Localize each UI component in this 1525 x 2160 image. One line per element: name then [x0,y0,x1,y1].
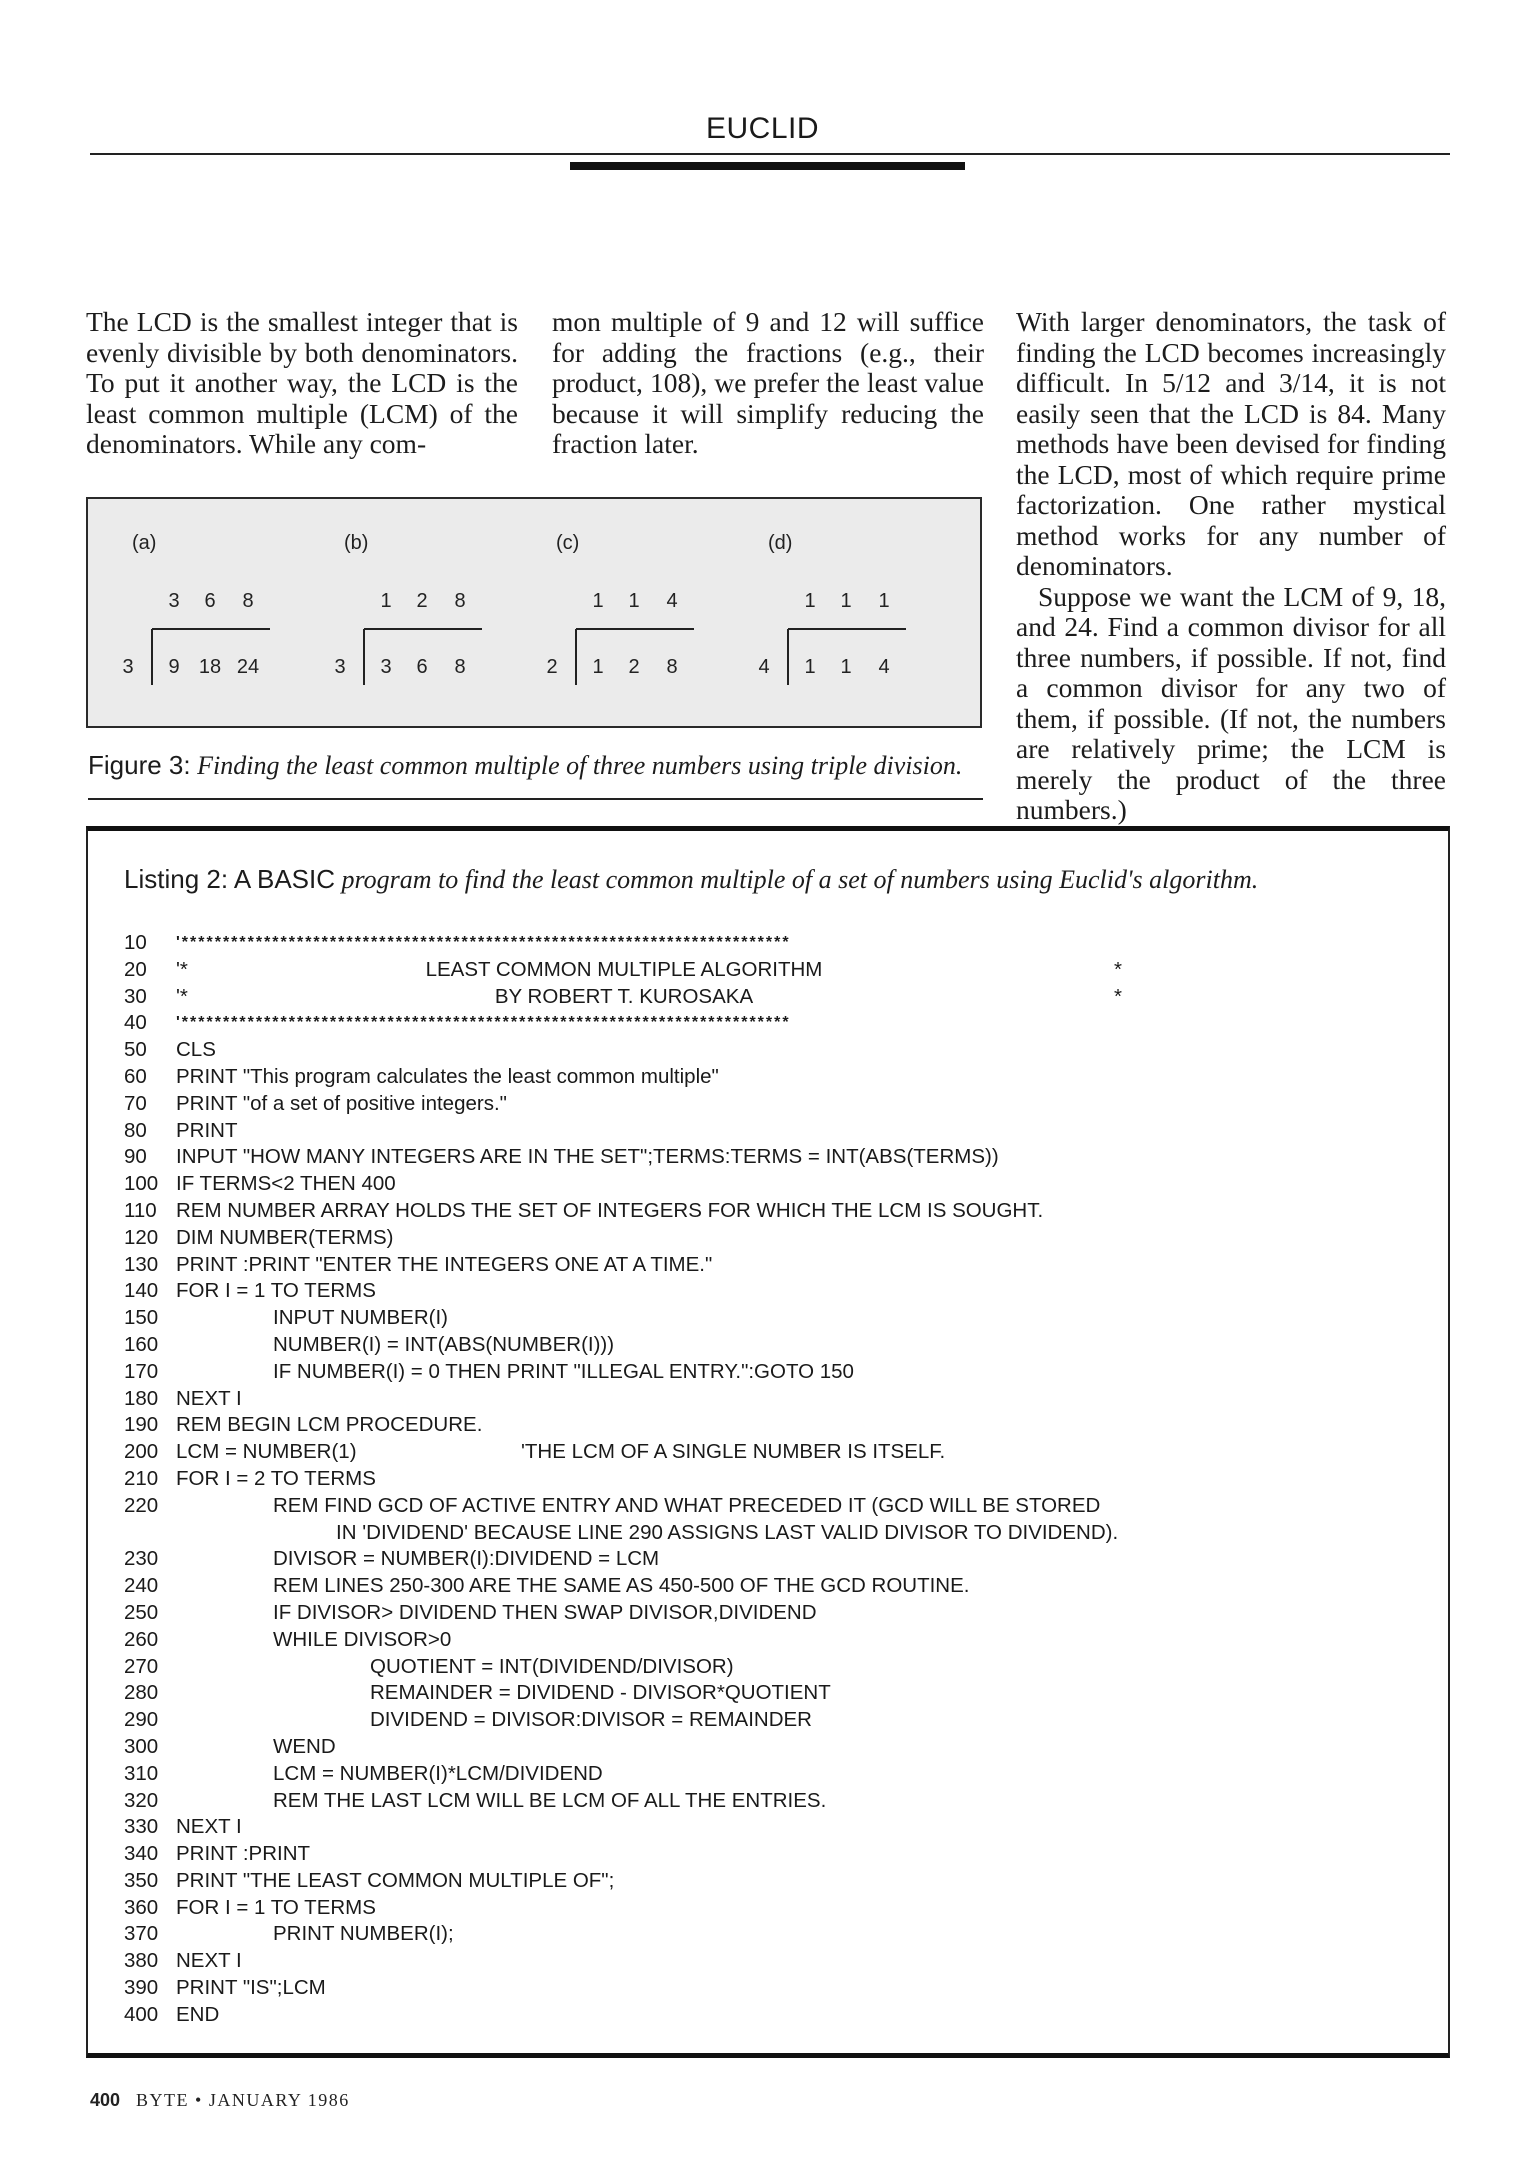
line-number: 90 [124,1145,147,1169]
line-number: 50 [124,1038,147,1062]
code-line [124,1305,1424,1332]
panel-label: (d) [768,532,793,554]
line-number: 200 [124,1440,159,1464]
code-line [124,1948,1424,1975]
panel-label: (c) [556,532,580,554]
divisor-digit: 4 [758,656,770,678]
code-line [124,1064,1424,1091]
line-number: 250 [124,1600,159,1624]
code-text: REM LINES 250-300 ARE THE SAME AS 450-500 OF THE GCD ROUTINE. [273,1574,970,1598]
line-number: 30 [124,984,147,1008]
code-text: WEND [273,1734,336,1758]
code-line [124,1439,1424,1466]
paragraph: With larger denominators, the task of finding the LCD becomes increasingly difficult. In 5/12 and 3/14, it is not easily seen that the LCD is 84. Many methods have been devised for finding the LCD, most of which require prime factorization. One rather mystical method works for any number of denominators. [1016,306,1446,581]
code-text: REM BEGIN LCM PROCEDURE. [176,1413,483,1437]
divisor-digit: 2 [546,656,558,678]
line-number: 280 [124,1681,159,1705]
line-number: 80 [124,1118,147,1142]
dividend-digit: 4 [878,656,890,678]
listing-caption [124,864,1424,895]
code-comment: 'THE LCM OF A SINGLE NUMBER IS ITSELF. [521,1440,946,1464]
code-text: LCM = NUMBER(I)*LCM/DIVIDEND [273,1761,603,1785]
code-line [124,1975,1424,2002]
code-line [124,1546,1424,1573]
line-number: 110 [124,1198,157,1222]
dividend-digit: 9 [168,656,180,678]
figure-caption-rule [88,798,983,800]
code-text: '* [176,957,188,981]
panel-label: (b) [344,532,369,554]
line-number: 60 [124,1064,147,1088]
code-line [124,957,1424,984]
dividend-digit: 1 [840,656,852,678]
code-text: REM FIND GCD OF ACTIVE ENTRY AND WHAT PRECEDED IT (GCD WILL BE STORED [273,1493,1101,1517]
line-number: 140 [124,1279,159,1303]
code-line [124,1252,1424,1279]
code-text: FOR I = 1 TO TERMS [176,1279,376,1303]
code-line [124,1814,1424,1841]
basic-code-listing [124,930,1424,2029]
code-text: CLS [176,1038,216,1062]
publication-line: BYTE • JANUARY 1986 [136,2090,350,2110]
code-text: DIM NUMBER(TERMS) [176,1225,394,1249]
code-line [124,1198,1424,1225]
code-line [124,1868,1424,1895]
dividend-digit: 24 [236,656,260,678]
dividend-digit: 3 [380,656,392,678]
dividend-digit: 6 [416,656,428,678]
code-line [124,1144,1424,1171]
code-banner-text: BY ROBERT T. KUROSAKA [494,984,754,1008]
code-text: PRINT :PRINT [176,1842,311,1866]
line-number: 380 [124,1949,159,1973]
code-line [124,930,1424,957]
header-rule [90,153,1450,155]
line-number: 350 [124,1868,159,1892]
code-text: '************************************************************************** [176,1014,791,1032]
quotient-digit: 1 [878,590,890,612]
code-line [124,1118,1424,1145]
code-line [124,1493,1424,1520]
code-line [124,1466,1424,1493]
code-text: '* [176,984,188,1008]
line-number: 130 [124,1252,159,1276]
code-text: PRINT "This program calculates the least common multiple" [176,1064,719,1088]
line-number: 260 [124,1627,159,1651]
line-number: 360 [124,1895,159,1919]
code-line [124,1171,1424,1198]
page-footer [90,2090,350,2111]
line-number: 220 [124,1493,159,1517]
code-line [124,1600,1424,1627]
dividend-digit: 1 [804,656,816,678]
paragraph: Suppose we want the LCM of 9, 18, and 24. Find a common divisor for all three numbers, if possible. If not, find a common divisor for any two of them, if possible. (If not, the numbers are relatively prime; the LCM is merely the product of the three numbers.) [1016,580,1446,825]
code-line [124,1037,1424,1064]
quotient-digit: 8 [242,590,254,612]
line-number: 210 [124,1466,159,1490]
line-number: 310 [124,1761,159,1785]
quotient-digit: 8 [454,590,466,612]
code-line [124,1707,1424,1734]
text-column-2 [552,307,984,460]
code-text: PRINT [176,1118,238,1142]
text-column-1 [86,307,518,460]
code-line [124,1359,1424,1386]
code-text: IF NUMBER(I) = 0 THEN PRINT "ILLEGAL ENTRY.":GOTO 150 [273,1359,854,1383]
line-number: 340 [124,1842,159,1866]
code-text: INPUT NUMBER(I) [273,1306,449,1330]
code-text: NEXT I [176,1949,242,1973]
code-line [124,1573,1424,1600]
code-text: NEXT I [176,1386,242,1410]
line-number: 240 [124,1574,159,1598]
line-number: 390 [124,1976,159,2000]
code-line [124,1921,1424,1948]
quotient-digit: 1 [804,590,816,612]
line-number: 100 [124,1172,159,1196]
paragraph: mon multiple of 9 and 12 will suffice for adding the fractions (e.g., their product, 108), we prefer the least value because it will simplify reducing the fraction later. [552,306,984,459]
code-text: PRINT "THE LEAST COMMON MULTIPLE OF"; [176,1868,615,1892]
code-line [124,1895,1424,1922]
code-line [124,1091,1424,1118]
quotient-digit: 6 [204,590,216,612]
section-title: EUCLID [705,112,820,145]
code-line [124,1680,1424,1707]
code-line [124,1010,1424,1037]
code-text: IF TERMS<2 THEN 400 [176,1172,396,1196]
code-line [124,1761,1424,1788]
code-text: FOR I = 1 TO TERMS [176,1895,376,1919]
code-text: REMAINDER = DIVIDEND - DIVISOR*QUOTIENT [370,1681,831,1705]
page-number: 400 [90,2090,121,2110]
code-banner-text: LEAST COMMON MULTIPLE ALGORITHM [425,957,823,981]
figure-caption-text: Finding the least common multiple of three numbers using triple division. [197,751,963,780]
code-line [124,1627,1424,1654]
quotient-digit: 1 [592,590,604,612]
code-text: PRINT :PRINT "ENTER THE INTEGERS ONE AT A TIME." [176,1252,713,1276]
code-line [124,1788,1424,1815]
line-number: 230 [124,1547,159,1571]
panel-label: (a) [132,532,157,554]
code-line [124,1734,1424,1761]
line-number: 40 [124,1011,147,1035]
quotient-digit: 1 [840,590,852,612]
line-number: 10 [124,931,147,954]
quotient-digit: 4 [666,590,678,612]
code-text: NEXT I [176,1815,242,1839]
code-text: DIVIDEND = DIVISOR:DIVISOR = REMAINDER [370,1708,812,1732]
code-line [124,1841,1424,1868]
line-number: 300 [124,1734,159,1758]
figure-3 [86,497,982,728]
dividend-digit: 18 [198,656,222,678]
code-text: '************************************************************************** [176,934,791,951]
listing-caption-label: Listing 2: A BASIC [124,864,336,894]
line-number: 290 [124,1708,159,1732]
text-column-3 [1016,307,1446,826]
line-number: 370 [124,1922,159,1946]
dividend-digit: 1 [592,656,604,678]
line-number: 270 [124,1654,159,1678]
code-line [124,1654,1424,1681]
code-line [124,1278,1424,1305]
line-number: 120 [124,1225,159,1249]
code-text: PRINT "of a set of positive integers." [176,1091,507,1115]
code-line [124,1225,1424,1252]
code-text: LCM = NUMBER(1) [176,1440,357,1464]
dividend-digit: 8 [666,656,678,678]
code-text: PRINT "IS";LCM [176,1976,326,2000]
code-text: REM THE LAST LCM WILL BE LCM OF ALL THE ENTRIES. [273,1788,827,1812]
figure-caption [88,750,984,781]
line-number: 330 [124,1815,159,1839]
figure-caption-label: Figure 3: [88,750,191,780]
code-text: IN 'DIVIDEND' BECAUSE LINE 290 ASSIGNS LAST VALID DIVISOR TO DIVIDEND). [336,1520,1119,1544]
code-line [124,984,1424,1011]
line-number: 320 [124,1788,159,1812]
line-number: 70 [124,1091,147,1115]
divisor-digit: 3 [122,656,134,678]
code-line [124,1520,1424,1547]
code-text: PRINT NUMBER(I); [273,1922,454,1946]
code-text: QUOTIENT = INT(DIVIDEND/DIVISOR) [370,1654,734,1678]
code-text: REM NUMBER ARRAY HOLDS THE SET OF INTEGERS FOR WHICH THE LCM IS SOUGHT. [176,1198,1044,1222]
divisor-digit: 3 [334,656,346,678]
code-line [124,2002,1424,2029]
line-number: 190 [124,1413,159,1437]
code-text: NUMBER(I) = INT(ABS(NUMBER(I))) [273,1332,615,1356]
code-text: INPUT "HOW MANY INTEGERS ARE IN THE SET";TERMS:TERMS = INT(ABS(TERMS)) [176,1145,999,1169]
triple-division-diagram [88,499,980,726]
code-line [124,1412,1424,1439]
code-text: IF DIVISOR> DIVIDEND THEN SWAP DIVISOR,DIVIDEND [273,1600,817,1624]
dividend-digit: 8 [454,656,466,678]
line-number: 180 [124,1386,159,1410]
quotient-digit: 3 [168,590,180,612]
code-text: FOR I = 2 TO TERMS [176,1466,376,1490]
header-accent-bar [570,162,965,170]
code-text: DIVISOR = NUMBER(I):DIVIDEND = LCM [273,1547,660,1571]
quotient-digit: 2 [416,590,428,612]
dividend-digit: 2 [628,656,640,678]
quotient-digit: 1 [380,590,392,612]
line-number: 160 [124,1332,159,1356]
code-banner-end: * [1114,984,1122,1008]
code-line [124,1386,1424,1413]
listing-caption-text: program to find the least common multiple of a set of numbers using Euclid's algorithm. [341,865,1259,894]
line-number: 150 [124,1306,159,1330]
code-text: WHILE DIVISOR>0 [273,1627,452,1651]
line-number: 170 [124,1359,159,1383]
quotient-digit: 1 [628,590,640,612]
line-number: 400 [124,2002,159,2026]
code-text: END [176,2002,220,2026]
line-number: 20 [124,957,147,981]
paragraph: The LCD is the smallest integer that is evenly divisible by both denominators. To put it another way, the LCD is the least common multiple (LCM) of the denominators. While any com- [86,306,518,459]
code-line [124,1332,1424,1359]
code-banner-end: * [1114,957,1122,981]
